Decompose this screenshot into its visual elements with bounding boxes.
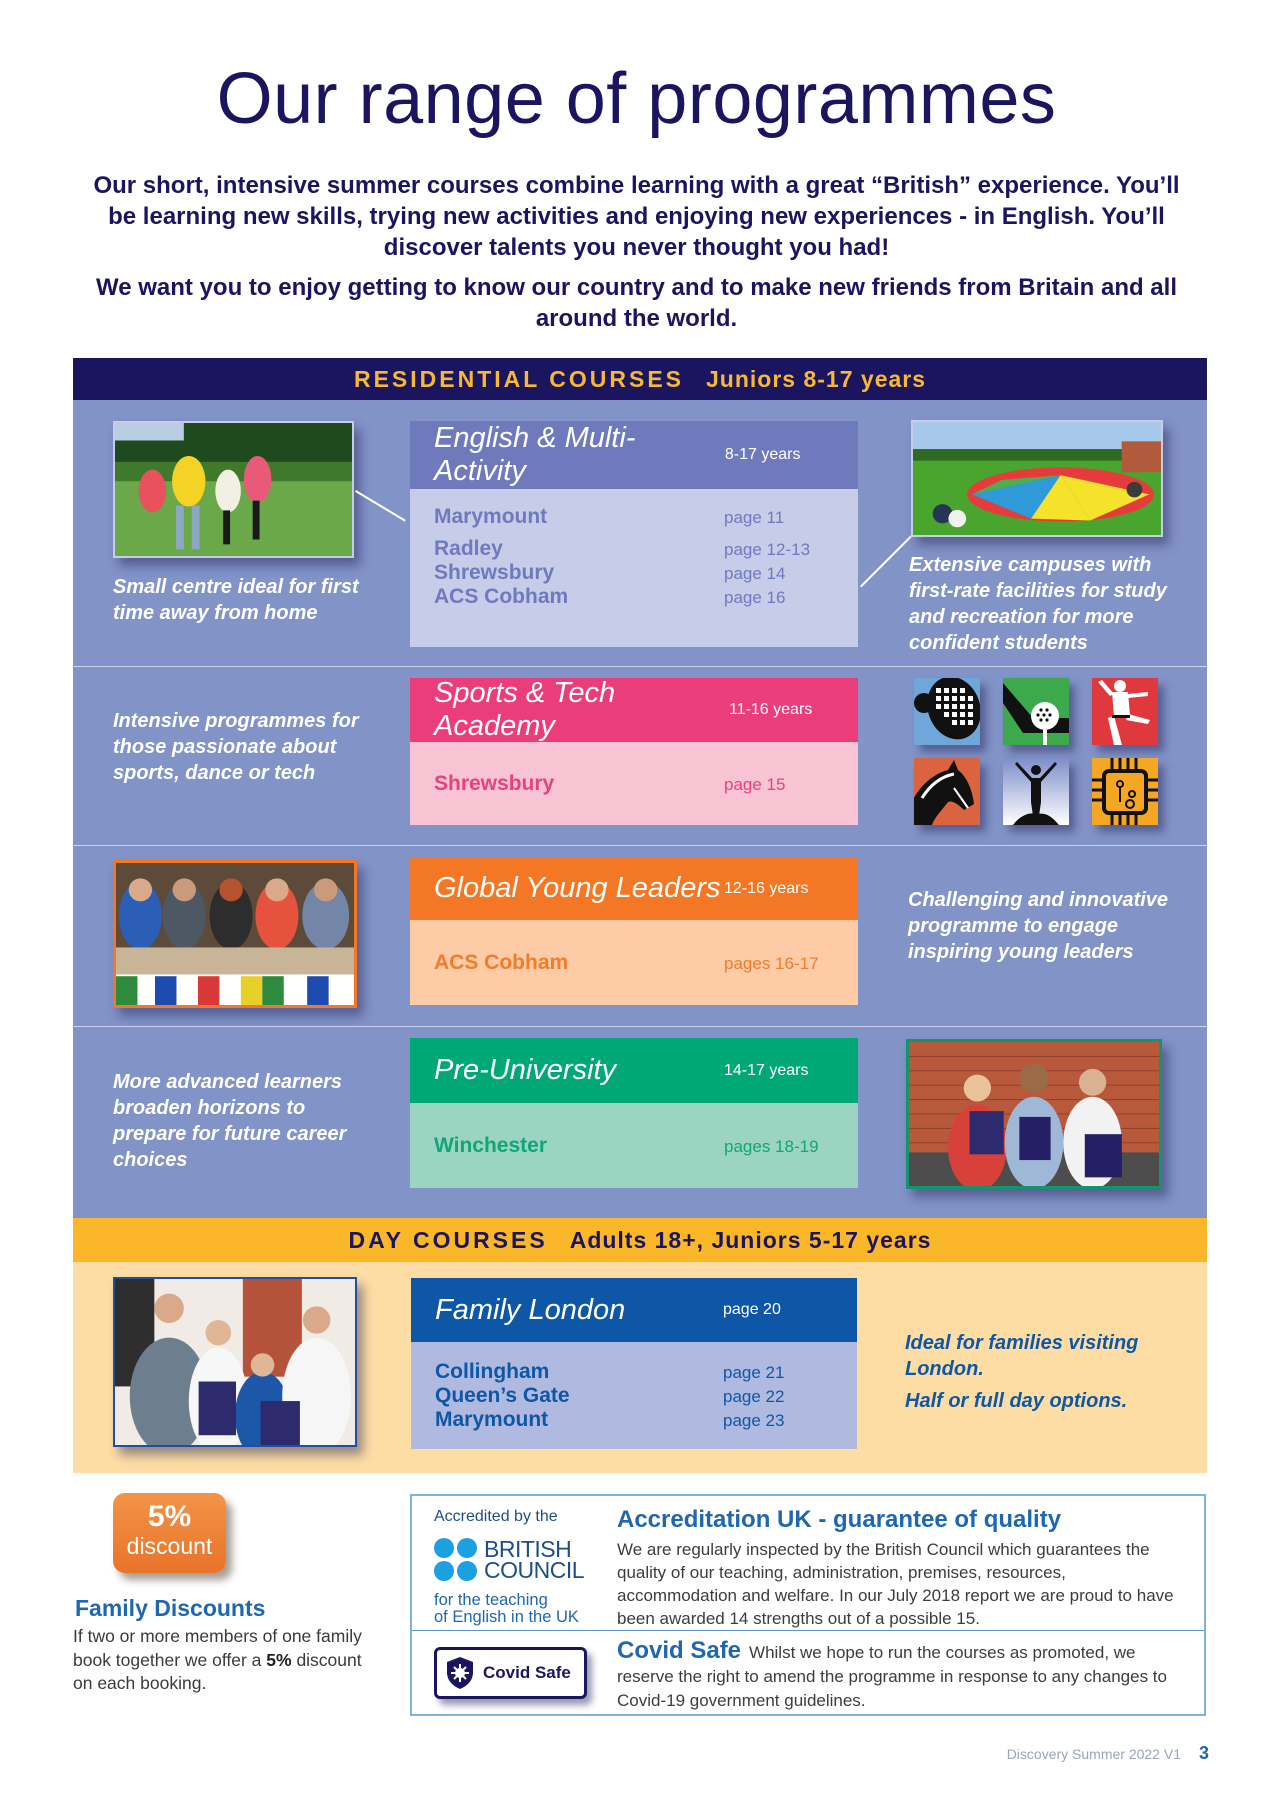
accreditation-box xyxy=(410,1494,1206,1716)
location-page: pages 16-17 xyxy=(724,953,819,973)
location-row[interactable] xyxy=(435,1408,833,1432)
activity-icons-grid xyxy=(914,678,1158,825)
location-page: page 11 xyxy=(724,508,785,527)
programme-card-family-london[interactable] xyxy=(411,1278,857,1449)
programme-locations xyxy=(410,1103,858,1188)
programme-locations xyxy=(410,742,858,825)
girls-walking-on-grass-photo xyxy=(113,421,354,558)
accreditation-title: Accreditation UK - guarantee of quality xyxy=(617,1506,1062,1533)
parachute-game-on-field-photo xyxy=(911,420,1163,537)
british-council-dots-icon xyxy=(434,1538,477,1581)
location-name: Marymount xyxy=(435,1408,549,1431)
location-name: Shrewsbury xyxy=(434,771,555,795)
location-name: ACS Cobham xyxy=(434,585,569,608)
programme-name: Global Young Leaders xyxy=(434,872,721,904)
caption-small-centre: Small centre ideal for first time away from home xyxy=(113,576,359,624)
golf-ball-icon xyxy=(1003,678,1069,745)
programme-card-header xyxy=(410,678,858,742)
family-discounts-text xyxy=(73,1625,363,1696)
discount-badge xyxy=(113,1493,226,1573)
programme-name: Pre-University xyxy=(434,1054,617,1086)
programme-ages: 8-17 years xyxy=(724,446,801,463)
page-footer xyxy=(1007,1743,1209,1764)
location-page: page 14 xyxy=(724,564,786,583)
location-row[interactable] xyxy=(435,1360,833,1384)
residential-courses-band xyxy=(73,358,1207,400)
caption-extensive-campuses: Extensive campuses with first-rate facilities for study and recreation for more confident students xyxy=(909,554,1167,654)
british-council-logo xyxy=(434,1535,585,1583)
students-holding-certificates-photo xyxy=(906,1039,1162,1189)
location-page: page 21 xyxy=(723,1363,785,1382)
students-with-flags-photo xyxy=(113,860,357,1008)
location-row[interactable] xyxy=(434,772,834,796)
discount-text-bold: 5% xyxy=(266,1649,292,1670)
covid-body: Whilst we hope to run the courses as promoted, we reserve the right to amend the programme in response to any changes to Covid-19 government guidelines. xyxy=(617,1643,1167,1710)
location-row[interactable] xyxy=(434,1134,834,1158)
location-name: Winchester xyxy=(434,1133,548,1157)
for-teaching-line-2: of English in the UK xyxy=(434,1608,579,1626)
caption-ideal-for-families: Ideal for families visiting London. xyxy=(905,1332,1139,1380)
caption-half-full-day: Half or full day options. xyxy=(905,1390,1128,1412)
page-number: 3 xyxy=(1198,1743,1209,1763)
location-row[interactable] xyxy=(434,505,834,529)
accredited-by-label: Accredited by the xyxy=(434,1508,558,1525)
location-row[interactable] xyxy=(434,561,834,585)
tennis-racket-icon xyxy=(914,678,980,745)
location-name: ACS Cobham xyxy=(434,950,569,974)
location-page: page 16 xyxy=(724,588,786,607)
location-page: page 12-13 xyxy=(724,540,811,559)
day-courses-band xyxy=(73,1218,1207,1262)
for-teaching-label xyxy=(434,1592,579,1626)
programme-locations xyxy=(411,1342,857,1449)
day-heading: DAY COURSES xyxy=(348,1227,548,1253)
location-page: pages 18-19 xyxy=(724,1136,819,1156)
location-row[interactable] xyxy=(435,1384,833,1408)
page-title: Our range of programmes xyxy=(216,59,1057,139)
intro-paragraph-1: Our short, intensive summer courses combine learning with a great “British” experience. You’ll be learning new skills, trying new activities and enjoying new experiences - in English. You’ll discover talents you never thought you had! xyxy=(93,172,1180,261)
logo-line-1: BRITISH xyxy=(484,1535,572,1562)
programme-name: English & Multi-Activity xyxy=(434,422,636,487)
programme-name: Sports & Tech Academy xyxy=(434,677,616,742)
dancer-icon xyxy=(1092,678,1158,745)
accreditation-body: We are regularly inspected by the British Council which guarantees the quality of our teaching, administration, premises, resources, accommodation and welfare. In our July 2018 report we are proud to have been awarded 14 strengths out of a possible 15. xyxy=(617,1540,1174,1628)
programme-card-pre-university[interactable] xyxy=(410,1038,858,1188)
programme-page: page 20 xyxy=(723,1301,781,1318)
caption-advanced-learners: More advanced learners broaden horizons to prepare for future career choices xyxy=(113,1071,347,1171)
family-discounts-title: Family Discounts xyxy=(75,1595,266,1621)
location-page: page 15 xyxy=(724,774,786,794)
covid-title: Covid Safe xyxy=(617,1637,742,1664)
programme-ages: 12-16 years xyxy=(724,879,809,897)
caption-intensive-programmes: Intensive programmes for those passionate about sports, dance or tech xyxy=(113,710,359,784)
accreditation-divider xyxy=(412,1630,1204,1631)
location-name: Marymount xyxy=(434,505,548,528)
climber-icon xyxy=(1003,758,1069,825)
discount-text-start: If two or more members of one family book together we offer a xyxy=(73,1626,362,1670)
covid-badge-label: Covid Safe xyxy=(483,1663,571,1682)
edition-label: Discovery Summer 2022 V1 xyxy=(1006,1746,1181,1762)
residential-heading: RESIDENTIAL COURSES xyxy=(353,366,685,392)
programme-card-english-multi-activity[interactable] xyxy=(410,421,858,647)
discount-percent: 5% xyxy=(147,1500,192,1533)
horse-icon xyxy=(914,758,980,825)
programme-card-header xyxy=(410,857,858,920)
intro-paragraph-2: We want you to enjoy getting to know our country and to make new friends from Britain and all around the world. xyxy=(96,274,1177,332)
microchip-icon xyxy=(1092,758,1158,825)
residential-subheading: Juniors 8-17 years xyxy=(706,366,927,392)
caption-challenging-programme: Challenging and innovative programme to engage inspiring young leaders xyxy=(908,889,1169,963)
location-row[interactable] xyxy=(434,537,834,561)
programme-card-global-young-leaders[interactable] xyxy=(410,857,858,1005)
discount-label: discount xyxy=(126,1533,213,1559)
shield-virus-icon xyxy=(445,1656,475,1690)
covid-safe-badge xyxy=(434,1647,587,1699)
discount-text-end: discount on each booking. xyxy=(73,1649,362,1693)
family-with-certificates-photo xyxy=(113,1277,357,1447)
location-name: Queen’s Gate xyxy=(435,1384,570,1407)
programme-card-header xyxy=(410,421,858,489)
programme-card-header xyxy=(411,1278,857,1342)
day-subheading: Adults 18+, Juniors 5-17 years xyxy=(569,1227,932,1253)
location-row[interactable] xyxy=(434,585,834,609)
location-name: Shrewsbury xyxy=(434,561,555,584)
location-page: page 23 xyxy=(723,1411,785,1430)
for-teaching-line-1: for the teaching xyxy=(434,1591,548,1609)
location-page: page 22 xyxy=(723,1387,785,1406)
programme-card-header xyxy=(410,1038,858,1103)
location-name: Radley xyxy=(434,537,503,560)
programme-ages: 14-17 years xyxy=(724,1061,809,1079)
location-name: Collingham xyxy=(435,1360,550,1383)
covid-safe-text xyxy=(617,1639,1192,1713)
programme-locations xyxy=(410,920,858,1005)
programme-card-sports-tech-academy[interactable] xyxy=(410,678,858,825)
programme-locations xyxy=(410,489,858,647)
programme-name: Family London xyxy=(435,1293,626,1326)
programme-ages: 11-16 years xyxy=(728,701,813,718)
location-row[interactable] xyxy=(434,951,834,975)
logo-line-2: COUNCIL xyxy=(484,1556,585,1583)
